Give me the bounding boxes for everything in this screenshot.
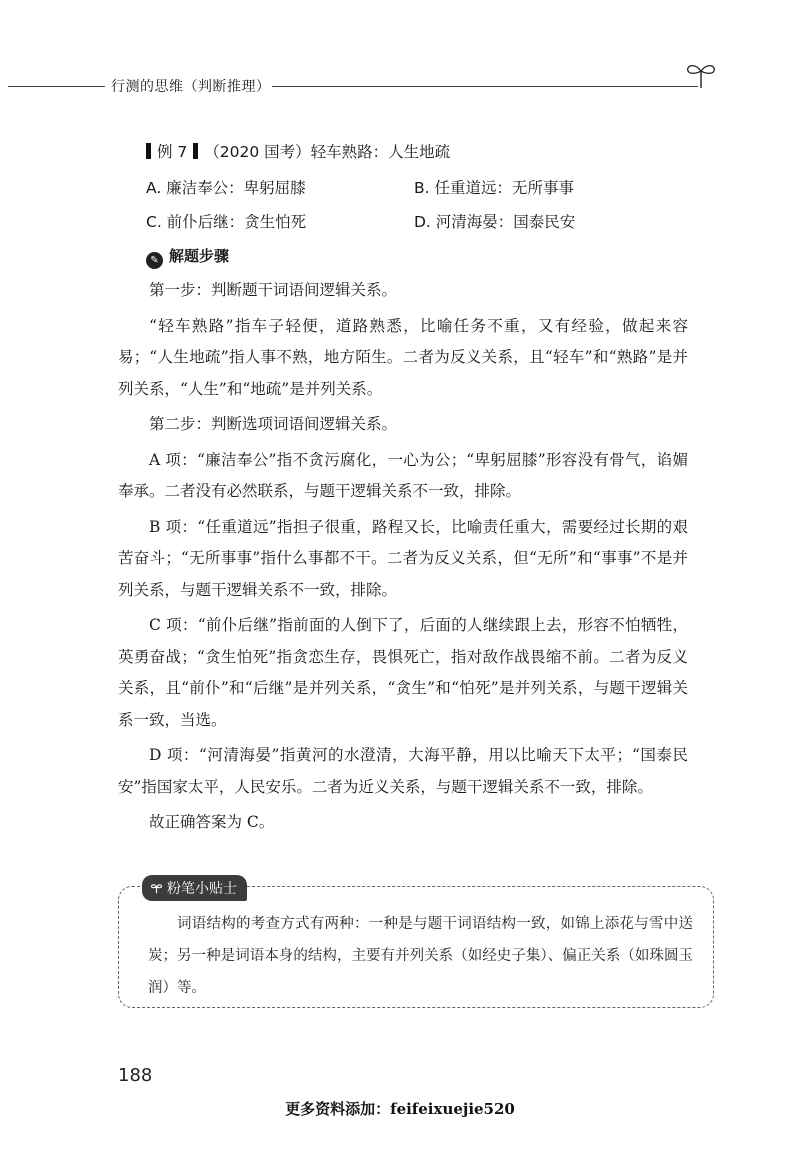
sprout-icon [684,58,718,90]
answer: 故正确答案为 C。 [149,813,275,831]
step-two: 第二步：判断选项词语间逻辑关系。 [149,415,398,433]
tips-label [142,875,247,901]
solution-body [118,275,688,843]
label-bar-right [193,143,198,159]
option-d-analysis: D 项：“河清海晏”指黄河的水澄清，大海平静，用以比喻天下太平；“国泰民安”指国家太平，人民安乐。二者为近义关系，与题干逻辑关系不一致，排除。 [118,746,688,796]
header-title: 行测的思维（判断推理） [111,79,271,95]
label-bar-left [146,143,151,159]
option-a-analysis: A 项：“廉洁奉公”指不贪污腐化，一心为公；“卑躬屈膝”形容没有骨气，谄媚奉承。二者没有必然联系，与题干逻辑关系不一致，排除。 [118,450,688,500]
page-number: 188 [118,1065,153,1086]
question-label: 例 7 [157,143,188,161]
stem-analysis: “轻车熟路”指车子轻便，道路熟悉，比喻任务不重，又有经验，做起来容易；“人生地疏”指人事不熟，地方陌生。二者为反义关系，且“轻车”和“熟路”是并列关系，“人生”和“地疏”是并列关系。 [118,316,688,398]
tips-label-text: 粉笔小贴士 [167,881,237,897]
option-a: A. 廉洁奉公：卑躬屈膝 [146,179,306,197]
solution-heading [146,245,229,269]
tips-text: 词语结构的考查方式有两种：一种是与题干词语结构一致，如锦上添花与雪中送炭；另一种是词语本身的结构，主要有并列关系（如经史子集）、偏正关系（如珠圆玉润）等。 [148,916,693,996]
steps-icon: ✎ [146,252,163,269]
sprout-icon [150,882,163,894]
footer-note: 更多资料添加：feifeixuejie520 [285,1100,515,1118]
option-b: B. 任重道远：无所事事 [414,179,574,197]
solution-heading-text: 解题步骤 [169,247,230,265]
option-d: D. 河清海晏：国泰民安 [414,213,576,231]
option-c-analysis: C 项：“前仆后继”指前面的人倒下了，后面的人继续跟上去，形容不怕牺牲，英勇奋战；“贪生怕死”指贪恋生存，畏惧死亡，指对敌作战畏缩不前。二者为反义关系，且“前仆”和“后继”是并列关系，“贪生”和“怕死”是并列关系，与题干逻辑关系一致，当选。 [118,616,688,729]
running-header [0,72,800,102]
step-one: 第一步：判断题干词语间逻辑关系。 [149,281,398,299]
header-rule-left [8,86,105,87]
option-c: C. 前仆后继：贪生怕死 [146,213,307,231]
question-title [140,140,450,162]
option-b-analysis: B 项：“任重道远”指担子很重，路程又长，比喻责任重大，需要经过长期的艰苦奋斗；“无所事事”指什么事都不干。二者为反义关系，但“无所”和“事事”不是并列关系，与题干逻辑关系不一致，排除。 [118,517,688,599]
question-source: （2020 国考）轻车熟路：人生地疏 [204,143,451,161]
header-rule-right [272,86,698,87]
